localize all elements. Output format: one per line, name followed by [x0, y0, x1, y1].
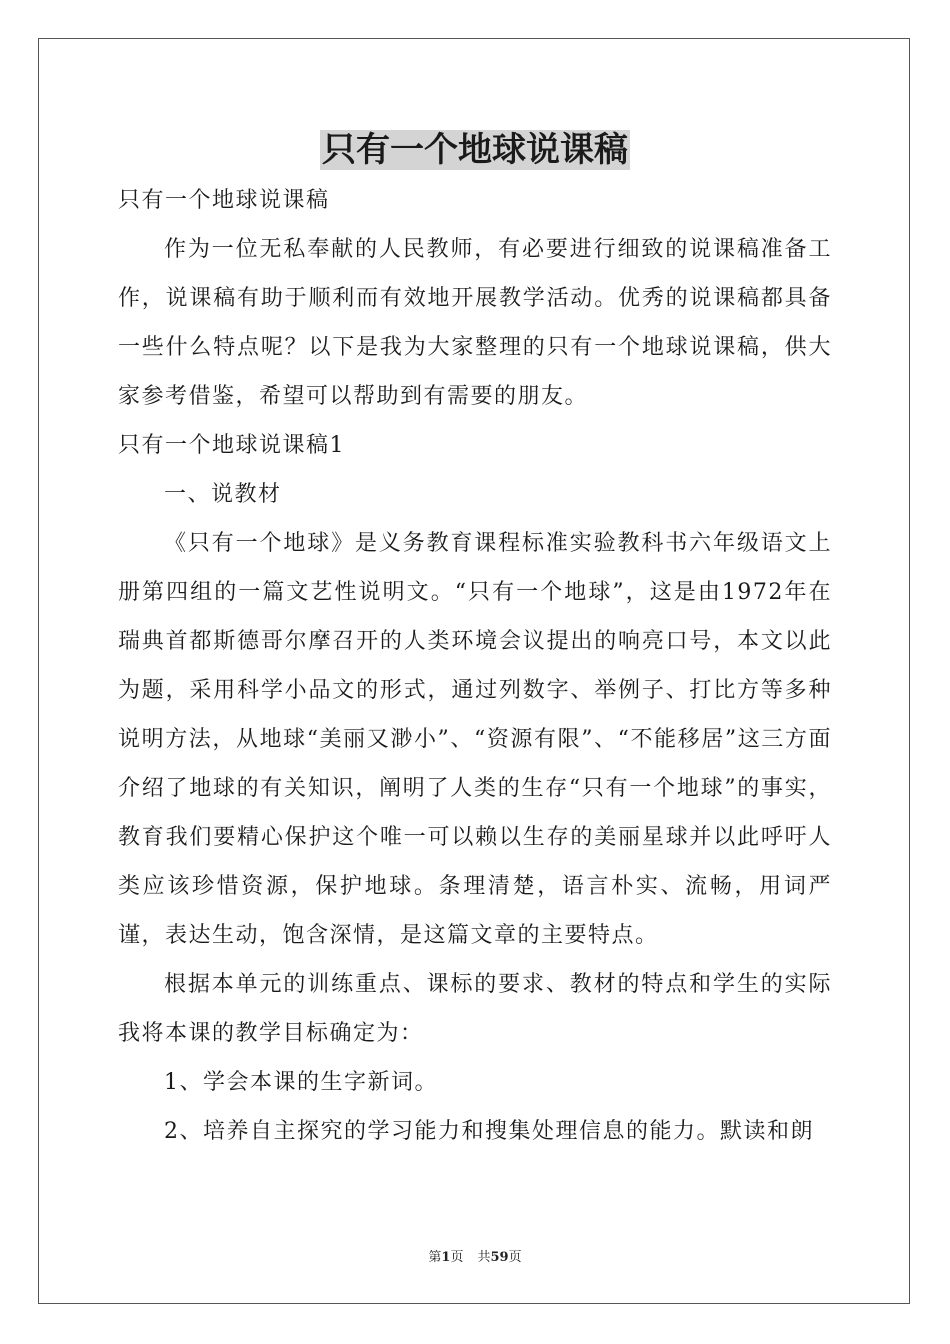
- page-footer: [0, 1246, 950, 1265]
- document-title: [0, 126, 950, 174]
- section-heading: 只有一个地球说课稿1: [118, 433, 345, 458]
- total-suffix: 页: [508, 1250, 522, 1265]
- part-heading: 一、说教材: [164, 482, 282, 507]
- page-prefix: 第: [428, 1250, 442, 1265]
- total-pages: 59: [490, 1250, 509, 1265]
- subtitle: 只有一个地球说课稿: [118, 188, 330, 213]
- goal-item-1: 1、学会本课的生字新词。: [164, 1070, 438, 1095]
- page-suffix: 页: [450, 1250, 464, 1265]
- document-body: [118, 176, 832, 1156]
- intro-paragraph: 作为一位无私奉献的人民教师，有必要进行细致的说课稿准备工作，说课稿有助于顺利而有效地开展教学活动。优秀的说课稿都具备一些什么特点呢？以下是我为大家整理的只有一个地球说课稿，供大家参考借鉴，希望可以帮助到有需要的朋友。: [118, 237, 832, 409]
- goal-item-2: 2、培养自主探究的学习能力和搜集处理信息的能力。默读和朗: [164, 1119, 814, 1144]
- body-paragraph-1: 《只有一个地球》是义务教育课程标准实验教科书六年级语文上册第四组的一篇文艺性说明文。“只有一个地球”，这是由1972年在瑞典首都斯德哥尔摩召开的人类环境会议提出的响亮口号，本文以此为题，采用科学小品文的形式，通过列数字、举例子、打比方等多种说明方法，从地球“美丽又渺小”、“资源有限”、“不能移居”这三方面介绍了地球的有关知识，阐明了人类的生存“只有一个地球”的事实，教育我们要精心保护这个唯一可以赖以生存的美丽星球并以此呼吁人类应该珍惜资源，保护地球。条理清楚，语言朴实、流畅，用词严谨，表达生动，饱含深情，是这篇文章的主要特点。: [118, 531, 833, 948]
- document-title-text: 只有一个地球说课稿: [322, 130, 628, 170]
- total-prefix: 共: [477, 1250, 491, 1265]
- page-number: 1: [441, 1250, 451, 1265]
- body-paragraph-2: 根据本单元的训练重点、课标的要求、教材的特点和学生的实际我将本课的教学目标确定为：: [118, 972, 832, 1046]
